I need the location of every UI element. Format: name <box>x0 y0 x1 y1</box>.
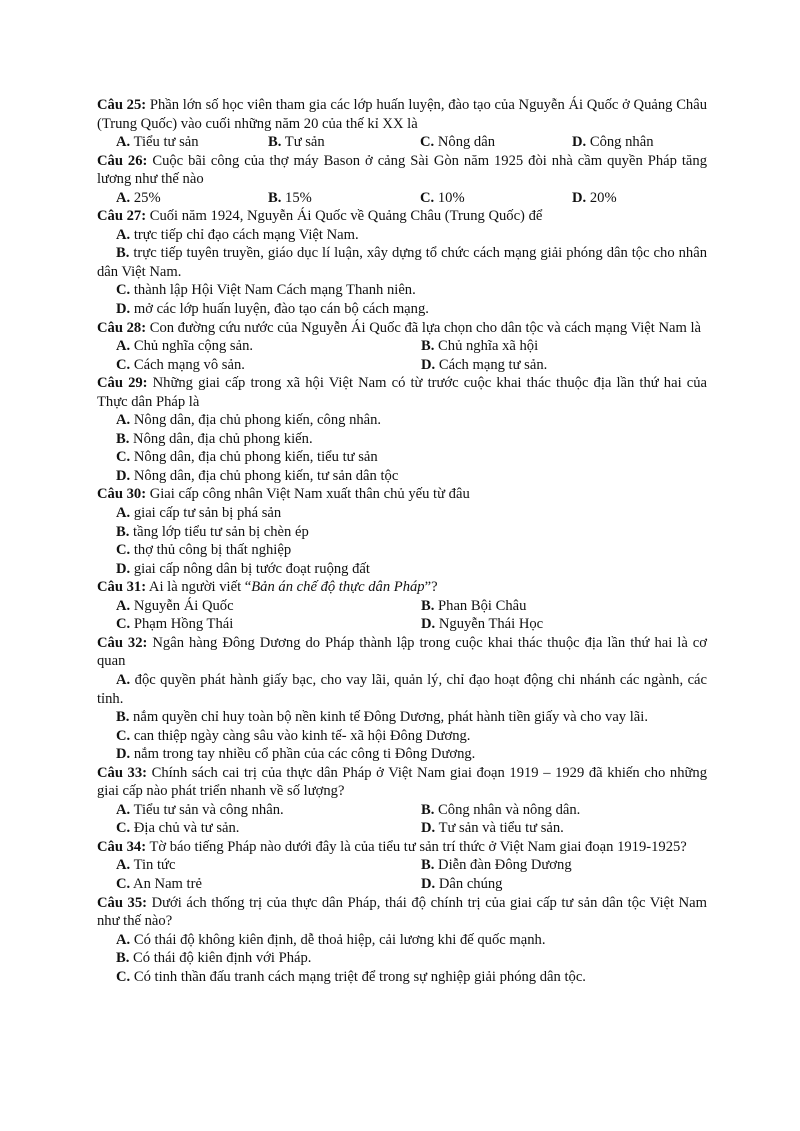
answer-option <box>97 671 707 708</box>
answer-option <box>268 133 420 152</box>
option-text: Tiểu tư sản <box>130 134 199 151</box>
question-number: Câu 29: <box>97 375 148 392</box>
option-text: 10% <box>434 189 465 206</box>
question-text: Cuối năm 1924, Nguyễn Ái Quốc về Quảng Châu (Trung Quốc) để <box>146 208 543 225</box>
option-letter: A. <box>116 338 131 355</box>
question-text: Giai cấp công nhân Việt Nam xuất thân chủ yếu từ đâu <box>146 486 470 503</box>
question-block <box>97 374 707 485</box>
option-text: độc quyền phát hành giấy bạc, cho vay lãi, quản lý, chỉ đạo hoạt động chi nhánh các ngành, các tỉnh. <box>97 671 707 707</box>
options-row <box>97 337 707 356</box>
option-letter: D. <box>116 560 131 577</box>
question-block <box>97 894 707 987</box>
answer-option <box>97 430 707 449</box>
option-text: Nguyễn Thái Học <box>435 616 544 633</box>
answer-option <box>97 226 707 245</box>
question-block <box>97 485 707 578</box>
answer-option <box>421 597 526 616</box>
option-letter: A. <box>116 189 131 206</box>
question-text: Cuộc bãi công của thợ máy Bason ở cảng Sài Gòn năm 1925 đòi nhà cầm quyền Pháp tăng lương như thế nào <box>97 152 707 188</box>
option-text: Công nhân và nông dân. <box>434 801 581 818</box>
answer-option <box>97 708 707 727</box>
question-text: Những giai cấp trong xã hội Việt Nam có từ trước cuộc khai thác thuộc địa lần thứ hai của Thực dân Pháp là <box>97 375 708 410</box>
option-text: 25% <box>130 189 161 206</box>
question-number: Câu 31: <box>97 579 147 596</box>
option-text: thành lập Hội Việt Nam Cách mạng Thanh niên. <box>130 282 416 299</box>
answer-option <box>116 337 421 356</box>
option-letter: B. <box>116 430 130 447</box>
option-letter: A. <box>116 505 131 522</box>
option-text: Diễn đàn Đông Dương <box>434 857 572 874</box>
option-text: 15% <box>281 189 312 206</box>
option-letter: B. <box>268 189 282 206</box>
answer-option <box>116 356 421 375</box>
option-text: Địa chủ và tư sản. <box>130 820 240 837</box>
question-stem <box>97 319 707 338</box>
question-text: Ngân hàng Đông Dương do Pháp thành lập trong cuộc khai thác thuộc địa lần thứ hai là cơ quan <box>97 634 707 670</box>
answer-option <box>116 856 421 875</box>
answer-option <box>116 597 421 616</box>
question-text-end: ”? <box>424 579 438 596</box>
option-text: Tư sản <box>281 134 325 151</box>
question-block <box>97 634 707 764</box>
option-text: Cách mạng tư sản. <box>435 356 548 373</box>
answer-option <box>420 189 572 208</box>
answer-option <box>97 244 707 281</box>
option-letter: D. <box>116 746 131 763</box>
question-stem <box>97 894 707 931</box>
option-text: trực tiếp tuyên truyền, giáo dục lí luận, xây dựng tổ chức cách mạng giải phóng dân tộc cho nhân dân Việt Nam. <box>97 245 707 280</box>
question-stem <box>97 578 707 597</box>
option-text: Nông dân, địa chủ phong kiến, tiểu tư sản <box>130 449 378 466</box>
option-text: Dân chúng <box>435 875 503 892</box>
options-row <box>97 356 707 375</box>
option-letter: C. <box>116 449 131 466</box>
question-number: Câu 26: <box>97 152 148 169</box>
option-letter: D. <box>116 301 131 318</box>
question-block <box>97 319 707 375</box>
question-number: Câu 30: <box>97 486 147 503</box>
question-number: Câu 32: <box>97 634 148 651</box>
option-letter: A. <box>116 412 131 429</box>
option-text: Phan Bội Châu <box>434 597 527 614</box>
question-number: Câu 35: <box>97 894 148 911</box>
answer-option <box>421 819 564 838</box>
answer-option <box>420 133 572 152</box>
option-letter: D. <box>421 875 436 892</box>
option-text: giai cấp nông dân bị tước đoạt ruộng đất <box>130 560 370 577</box>
option-letter: C. <box>420 189 435 206</box>
question-text: Ai là người viết “ <box>146 579 252 596</box>
option-text: Nguyễn Ái Quốc <box>130 597 234 614</box>
answer-option <box>268 189 420 208</box>
answer-option <box>572 189 617 208</box>
answer-option <box>97 541 707 560</box>
options-row <box>97 801 707 820</box>
question-text: Dưới ách thống trị của thực dân Pháp, thái độ chính trị của giai cấp tư sản dân tộc Việt Nam như thế nào? <box>97 894 708 930</box>
options-row <box>97 819 707 838</box>
option-text: nắm quyền chỉ huy toàn bộ nền kinh tế Đông Dương, phát hành tiền giấy và cho vay lãi. <box>129 709 648 726</box>
question-number: Câu 34: <box>97 838 147 855</box>
option-letter: B. <box>116 245 130 262</box>
answer-option <box>116 875 421 894</box>
option-text: Tin tức <box>130 857 176 874</box>
option-text: Có thái độ kiên định với Pháp. <box>129 950 312 967</box>
option-letter: C. <box>116 356 131 373</box>
answer-option <box>116 819 421 838</box>
option-letter: D. <box>572 134 587 151</box>
question-block <box>97 152 707 208</box>
answer-option <box>97 968 707 987</box>
option-letter: A. <box>116 597 131 614</box>
option-letter: A. <box>116 801 131 818</box>
answer-option <box>421 356 547 375</box>
option-letter: C. <box>116 282 131 299</box>
question-text: Con đường cứu nước của Nguyễn Ái Quốc đã lựa chọn cho dân tộc và cách mạng Việt Nam là <box>146 319 701 336</box>
option-letter: B. <box>421 857 435 874</box>
question-number: Câu 28: <box>97 319 147 336</box>
option-text: Phạm Hồng Thái <box>130 616 234 633</box>
option-text: giai cấp tư sản bị phá sản <box>130 505 282 522</box>
option-letter: D. <box>421 616 436 633</box>
option-letter: B. <box>421 597 435 614</box>
question-text: Tờ báo tiếng Pháp nào dưới đây là của tiểu tư sản trí thức ở Việt Nam giai đoạn 1919-1925? <box>146 838 687 855</box>
answer-option <box>116 801 421 820</box>
question-stem <box>97 152 707 189</box>
question-block <box>97 207 707 318</box>
option-text: nắm trong tay nhiều cổ phần của các công ti Đông Dương. <box>130 746 476 763</box>
option-text: Nông dân, địa chủ phong kiến, tư sản dân tộc <box>130 467 399 484</box>
option-letter: C. <box>116 616 131 633</box>
answer-option <box>421 337 538 356</box>
question-block <box>97 96 707 152</box>
option-text: Tư sản và tiểu tư sản. <box>435 820 564 837</box>
option-letter: C. <box>116 820 131 837</box>
question-stem <box>97 96 707 133</box>
option-text: Cách mạng vô sản. <box>130 356 245 373</box>
answer-option <box>97 727 707 746</box>
option-letter: B. <box>116 523 130 540</box>
option-letter: A. <box>116 931 131 948</box>
answer-option <box>97 745 707 764</box>
option-text: An Nam trẻ <box>130 875 202 892</box>
option-letter: D. <box>421 356 436 373</box>
answer-option <box>97 300 707 319</box>
option-text: 20% <box>586 189 617 206</box>
option-letter: C. <box>116 968 131 985</box>
answer-option <box>421 875 502 894</box>
option-letter: B. <box>268 134 282 151</box>
option-text: Công nhân <box>586 134 654 151</box>
option-letter: C. <box>420 134 435 151</box>
option-text: trực tiếp chỉ đạo cách mạng Việt Nam. <box>130 226 359 243</box>
question-list <box>97 96 707 986</box>
question-number: Câu 25: <box>97 97 147 113</box>
option-letter: B. <box>421 801 435 818</box>
question-stem <box>97 838 707 857</box>
answer-option <box>97 467 707 486</box>
question-text: Chính sách cai trị của thực dân Pháp ở Việt Nam giai đoạn 1919 – 1929 đã khiến cho những giai cấp nào phát triển nhanh về số lượng? <box>97 764 707 800</box>
answer-option <box>97 523 707 542</box>
question-stem <box>97 634 707 671</box>
book-title: Bản án chế độ thực dân Pháp <box>251 579 425 596</box>
option-text: Nông dân, địa chủ phong kiến, công nhân. <box>130 412 382 429</box>
option-text: Nông dân, địa chủ phong kiến. <box>129 430 313 447</box>
answer-option <box>97 504 707 523</box>
option-text: tầng lớp tiểu tư sản bị chèn ép <box>129 523 309 540</box>
option-letter: C. <box>116 727 131 744</box>
option-text: can thiệp ngày càng sâu vào kinh tế- xã hội Đông Dương. <box>130 727 471 744</box>
option-text: Có tinh thần đấu tranh cách mạng triệt để trong sự nghiệp giải phóng dân tộc. <box>130 968 586 985</box>
option-text: thợ thủ công bị thất nghiệp <box>130 542 292 559</box>
option-letter: D. <box>421 820 436 837</box>
option-letter: C. <box>116 542 131 559</box>
answer-option <box>421 856 572 875</box>
answer-option <box>572 133 654 152</box>
option-text: Chủ nghĩa cộng sản. <box>130 338 254 355</box>
answer-option <box>97 281 707 300</box>
option-letter: B. <box>116 950 130 967</box>
answer-option <box>97 448 707 467</box>
option-text: Tiểu tư sản và công nhân. <box>130 801 284 818</box>
option-letter: D. <box>116 467 131 484</box>
question-block <box>97 578 707 634</box>
answer-option <box>97 931 707 950</box>
option-letter: A. <box>116 134 131 151</box>
answer-option <box>116 615 421 634</box>
question-text: Phần lớn số học viên tham gia các lớp huấn luyện, đào tạo của Nguyễn Ái Quốc ở Quảng Châu (Trung Quốc) vào cuối những năm 20 của thế kỉ XX là <box>97 97 707 132</box>
answer-option <box>116 189 268 208</box>
question-stem <box>97 207 707 226</box>
question-stem <box>97 485 707 504</box>
answer-option <box>116 133 268 152</box>
option-letter: D. <box>572 189 587 206</box>
option-letter: A. <box>116 226 131 243</box>
option-letter: B. <box>421 338 435 355</box>
question-block <box>97 838 707 894</box>
option-text: Chủ nghĩa xã hội <box>434 338 539 355</box>
answer-option <box>421 615 543 634</box>
option-letter: B. <box>116 709 130 726</box>
option-letter: C. <box>116 875 131 892</box>
option-text: mở các lớp huấn luyện, đào tạo cán bộ cách mạng. <box>130 301 429 318</box>
option-letter: A. <box>116 857 131 874</box>
question-number: Câu 27: <box>97 208 147 225</box>
options-row <box>97 133 707 152</box>
answer-option <box>421 801 580 820</box>
option-letter: A. <box>116 671 131 688</box>
question-number: Câu 33: <box>97 764 147 781</box>
question-stem <box>97 374 707 411</box>
question-stem <box>97 764 707 801</box>
options-row <box>97 597 707 616</box>
options-row <box>97 875 707 894</box>
question-block <box>97 764 707 838</box>
answer-option <box>97 949 707 968</box>
options-row <box>97 856 707 875</box>
answer-option <box>97 560 707 579</box>
option-text: Nông dân <box>434 134 496 151</box>
option-text: Có thái độ không kiên định, dễ thoả hiệp, cải lương khi đế quốc mạnh. <box>130 931 546 948</box>
options-row <box>97 189 707 208</box>
options-row <box>97 615 707 634</box>
answer-option <box>97 411 707 430</box>
